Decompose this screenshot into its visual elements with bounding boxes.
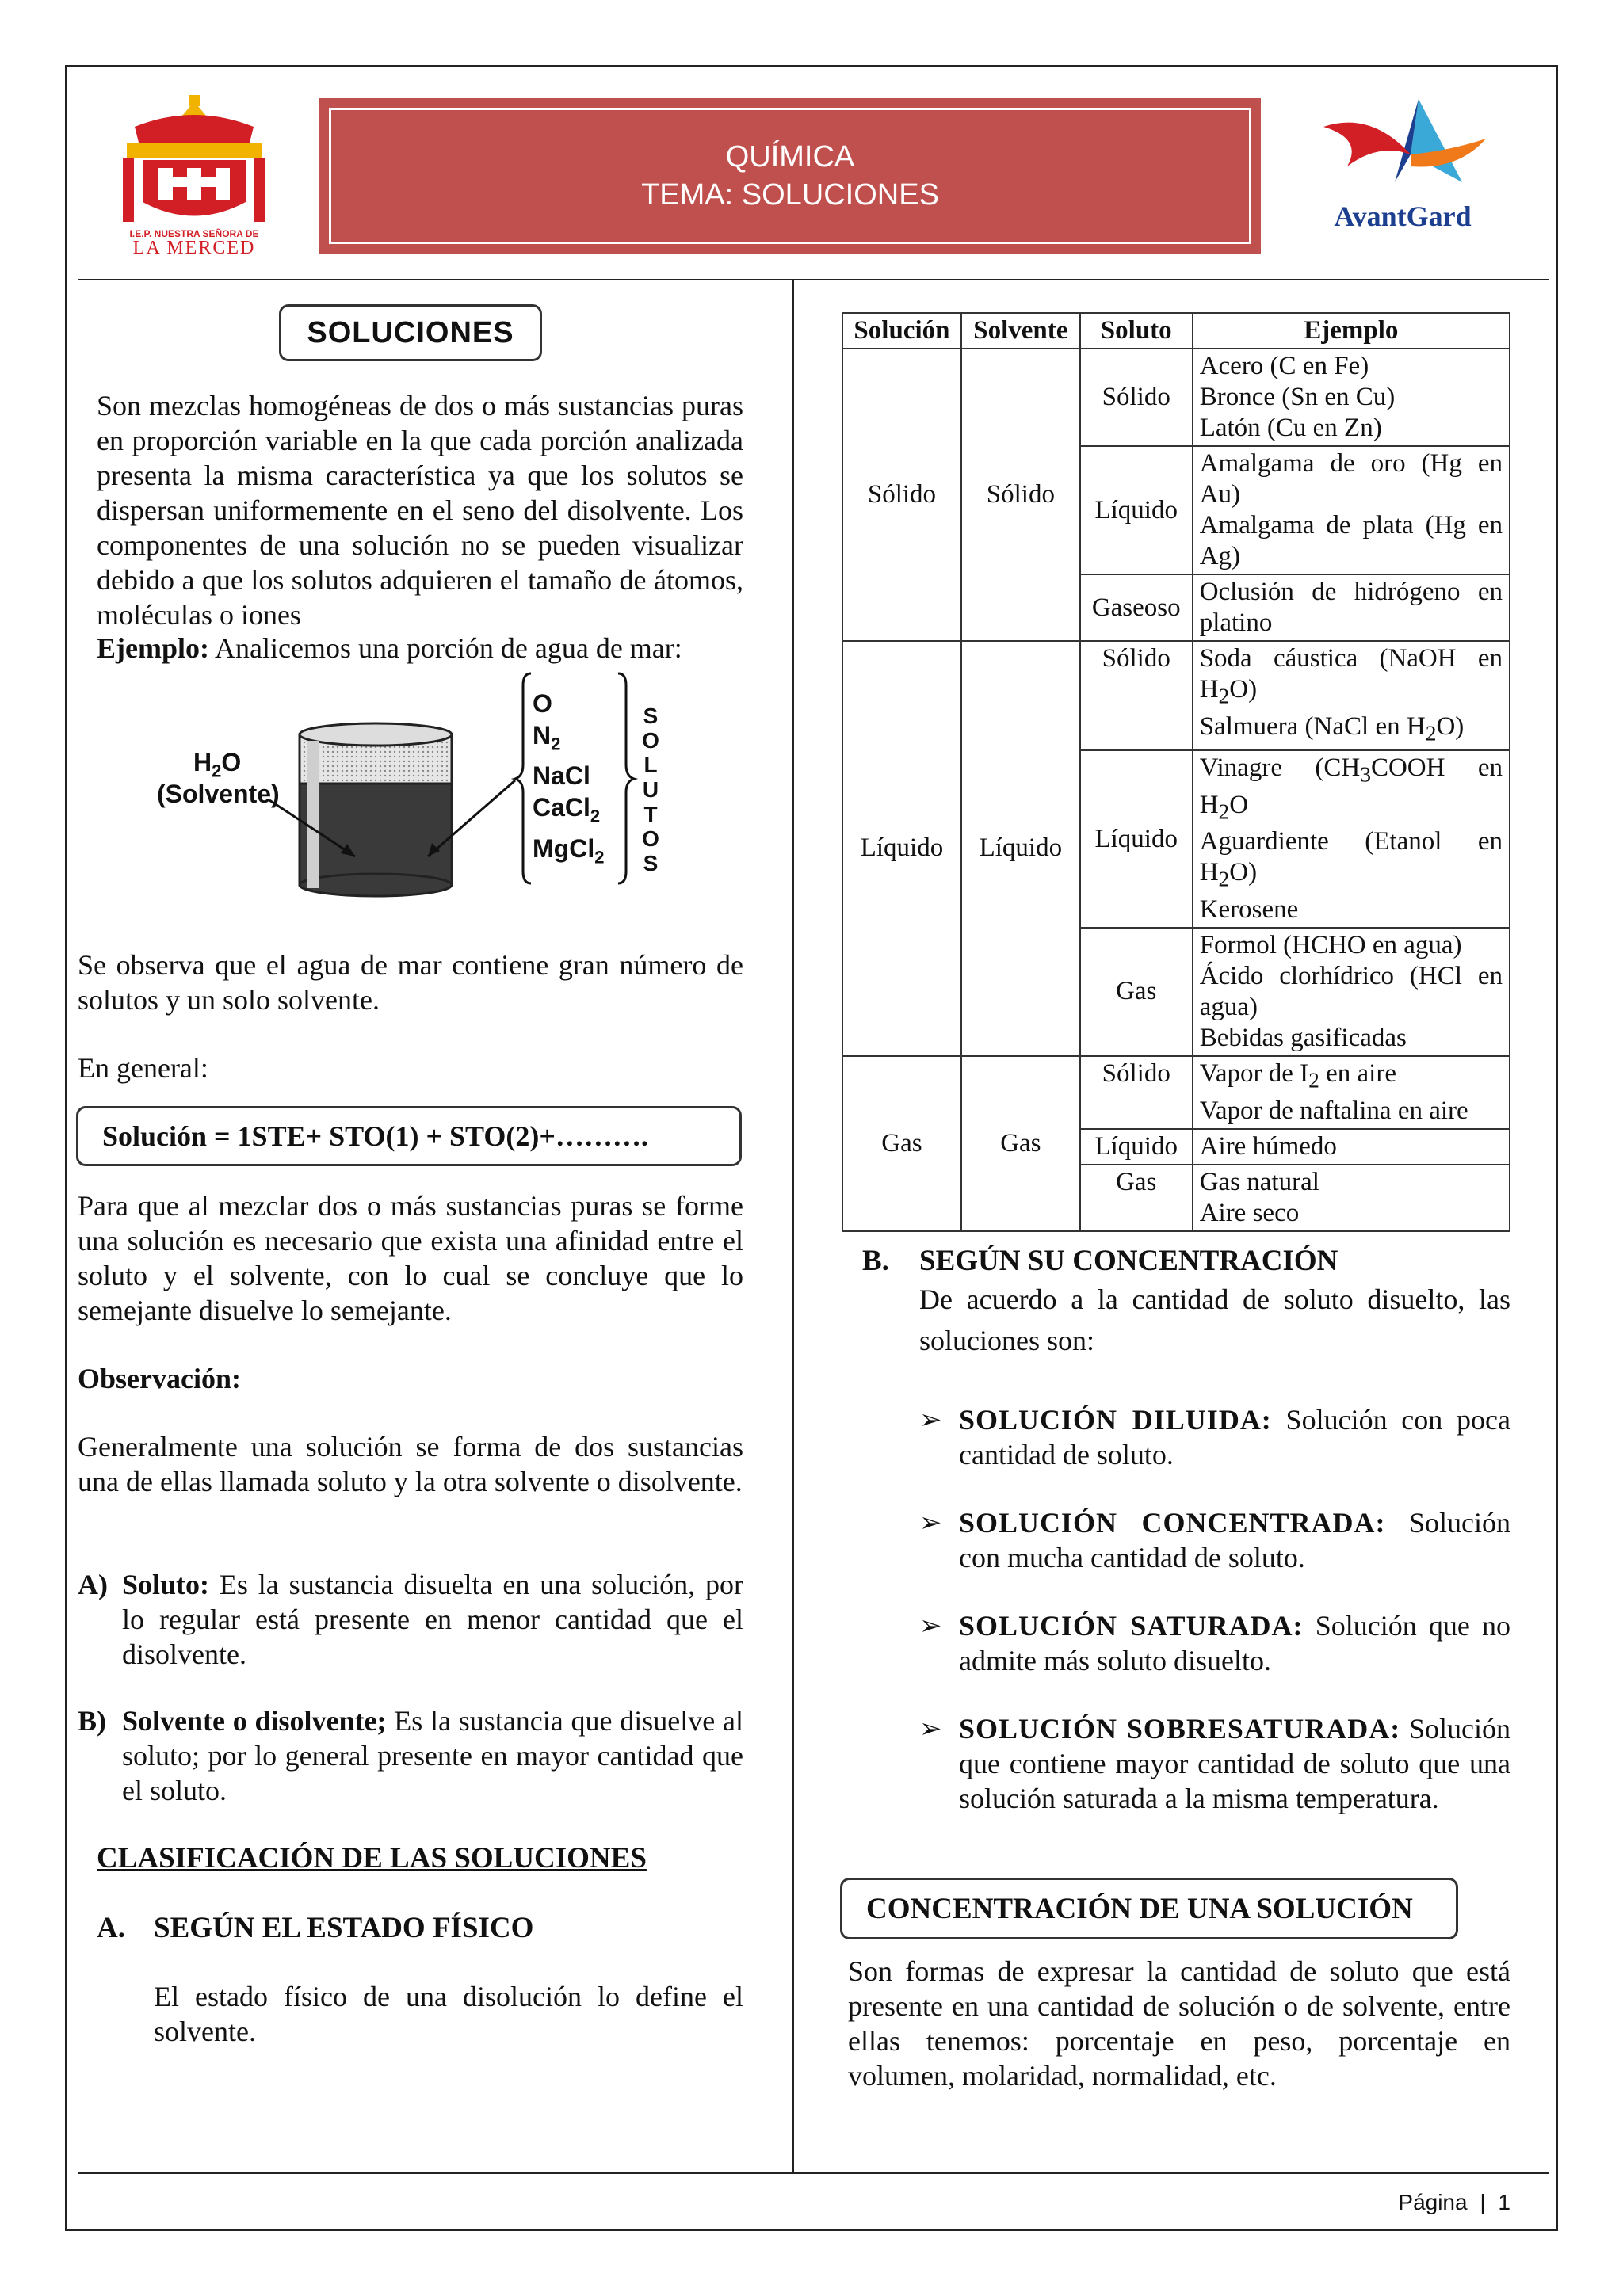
solvent-formula: $H_2O$ (193, 748, 242, 781)
item-b-marker: B) (78, 1705, 106, 1737)
sub-a-title: SEGÚN EL ESTADO FÍSICO (154, 1912, 534, 1944)
col-ejemplo: Ejemplo (1193, 313, 1510, 349)
soluto-solido-2: Sólido (1080, 641, 1193, 750)
solute-nacl: NaCl (533, 761, 590, 791)
concentration-title: CONCENTRACIÓN DE UNA SOLUCIÓN (866, 1892, 1413, 1925)
solute-o: O (533, 689, 552, 718)
ejemplo-solido-gaseoso: Oclusión de hidrógeno en platino (1193, 574, 1510, 641)
concentration-text: Son formas de expresar la cantidad de soluto que está presente en una cantidad de solución o de solvente, entre ellas tenemos: porcentaje en peso, porcentaje en volumen, molaridad, normalidad, etc. (848, 1955, 1510, 2092)
sub-b-title: SEGÚN SU CONCENTRACIÓN (919, 1245, 1338, 1277)
ejemplo-liquido-liquido: Vinagre ($CH_3COOH$ en $H_2O$ Aguardiente (Etanol en $H_2O$) Kerosene (1193, 750, 1510, 928)
ejemplo-liquido-gas: Formol (HCHO en agua) Ácido clorhídrico (HCl en agua) Bebidas gasificadas (1193, 928, 1510, 1056)
item-b-term: Solvente o disolvente; (122, 1705, 387, 1737)
topic-title: TEMA: SOLUCIONES (641, 178, 939, 212)
bullet-saturada: ➢ SOLUCIÓN SATURADA: Solución que no admite más soluto disuelto. (919, 1610, 1510, 1676)
header-rule (78, 279, 1549, 280)
solutes-list (533, 688, 604, 873)
item-a-text: Es la sustancia disuelta en una solución, por lo regular está presente en menor cantidad que el disolvente. (122, 1569, 743, 1670)
bullet-diluida: ➢ SOLUCIÓN DILUIDA: Solución con poca cantidad de soluto. (919, 1404, 1510, 1470)
example-label: Ejemplo: (97, 632, 209, 664)
sub-a-marker: A. (97, 1912, 125, 1944)
solvent-label: (Solvente) (157, 780, 280, 808)
item-a (78, 1567, 743, 1672)
soluto-gas-2: Gas (1080, 1165, 1193, 1231)
ejemplo-gas-solido: Vapor de $I_2$ en aire Vapor de naftalina en aire (1193, 1056, 1510, 1129)
observation-label: Observación: (78, 1363, 241, 1394)
solvente-gas: Gas (961, 1056, 1080, 1231)
page-number: 1 (1498, 2190, 1510, 2214)
page-separator: | (1480, 2190, 1486, 2214)
solution-formula: Solución = 1STE+ STO(1) + STO(2)+………. (102, 1120, 648, 1152)
soluto-solido-3: Sólido (1080, 1056, 1193, 1129)
solute-n2: $N_2$ (533, 721, 561, 754)
soluto-liquido-3: Líquido (1080, 1129, 1193, 1165)
soluto-gas: Gas (1080, 928, 1193, 1056)
solucion-liquido: Líquido (842, 641, 961, 1056)
classification-title: CLASIFICACIÓN DE LAS SOLUCIONES (97, 1842, 647, 1875)
brand-name: AvantGard (1334, 200, 1472, 232)
solucion-gas: Gas (842, 1056, 961, 1231)
arrow-bullet-icon: ➢ (919, 1404, 942, 1436)
ejemplo-gas-liquido: Aire húmedo (1193, 1129, 1510, 1165)
title-banner (319, 98, 1261, 254)
table-row (842, 1056, 1510, 1129)
affinity-paragraph: Para que al mezclar dos o más sustancias puras se forme una solución es necesario que exista una afinidad entre el soluto y el solvente, con lo cual se concluye que lo semejante disuelve lo semejante. (78, 1190, 743, 1326)
subject-title: QUÍMICA (725, 140, 855, 174)
solvente-solido: Sólido (961, 349, 1080, 641)
general-label: En general: (78, 1052, 208, 1084)
solute-cacl2: CaCl$_2$ (533, 793, 601, 826)
school-caption-2: LA MERCED (132, 238, 256, 258)
intro-paragraph: Son mezclas homogéneas de dos o más sustancias puras en proporción variable en la que cada porción analizada presenta la misma característica ya que los solutos se dispersan uniformemente en el seno del disolvente. Los componentes de una solución no se pueden visualizar debido a que los solutos adquieren el tamaño de átomos, moléculas o iones (97, 390, 743, 631)
solutes-vertical-label: SOLUTOS (642, 704, 659, 875)
sub-b-text: De acuerdo a la cantidad de soluto disuelto, las soluciones son: (919, 1283, 1510, 1356)
formula-box (76, 1106, 742, 1166)
page-label: Página (1398, 2190, 1468, 2214)
sub-b-marker: B. (862, 1245, 889, 1277)
col-solvente: Solvente (961, 313, 1080, 349)
soluto-gaseoso: Gaseoso (1080, 574, 1193, 641)
concentration-title-box (840, 1878, 1458, 1939)
ejemplo-solido-liquido: Amalgama de oro (Hg en Au) Amalgama de plata (Hg en Ag) (1193, 446, 1510, 574)
soluto-liquido-2: Líquido (1080, 750, 1193, 928)
generally-paragraph: Generalmente una solución se forma de dos sustancias una de ellas llamada soluto y la otra solvente o disolvente. (78, 1431, 743, 1497)
table-row (842, 349, 1510, 446)
soluto-liquido: Líquido (1080, 446, 1193, 574)
school-caption-1: I.E.P. NUESTRA SEÑORA DE (129, 228, 259, 239)
arrow-bullet-icon: ➢ (919, 1713, 942, 1745)
arrow-bullet-icon: ➢ (919, 1610, 942, 1642)
sub-a-text: El estado físico de una disolución lo define el solvente. (154, 1981, 743, 2047)
table-header-row (842, 313, 1510, 349)
item-b-text: Es la sustancia que disuelve al soluto; por lo general presente en mayor cantidad que el soluto. (122, 1705, 743, 1806)
item-a-term: Soluto: (122, 1569, 210, 1600)
section-title: SOLUCIONES (307, 315, 514, 349)
ejemplo-solido-solido: Acero (C en Fe) Bronce (Sn en Cu) Latón (Cu en Zn) (1193, 349, 1510, 446)
solute-mgcl2: MgCl$_2$ (533, 833, 605, 868)
solvente-liquido: Líquido (961, 641, 1080, 1056)
table-row (842, 641, 1510, 750)
solutions-table (842, 312, 1510, 1232)
ejemplo-gas-gas: Gas natural Aire seco (1193, 1165, 1510, 1231)
footer-rule (78, 2172, 1549, 2174)
col-soluto: Soluto (1080, 313, 1193, 349)
ejemplo-liquido-solido: Soda cáustica (NaOH en $H_2O$) Salmuera (NaCl en $H_2O$) (1193, 641, 1510, 750)
example-text: Analicemos una porción de agua de mar: (208, 632, 682, 664)
bullet-sobresaturada: ➢ SOLUCIÓN SOBRESATURADA: Solución que contiene mayor cantidad de soluto que una solución saturada a la misma temperatura. (919, 1713, 1510, 1814)
section-title-box (279, 304, 542, 361)
page-footer (1347, 2190, 1510, 2215)
bullet-concentrada: ➢ SOLUCIÓN CONCENTRADA: Solución con mucha cantidad de soluto. (919, 1507, 1510, 1573)
item-b (78, 1703, 743, 1808)
solucion-solido: Sólido (842, 349, 961, 641)
arrow-bullet-icon: ➢ (919, 1507, 942, 1539)
observe-paragraph: Se observa que el agua de mar contiene gran número de solutos y un solo solvente. (78, 949, 743, 1016)
column-divider (792, 279, 794, 2172)
soluto-solido: Sólido (1080, 349, 1193, 446)
item-a-marker: A) (78, 1569, 108, 1600)
col-solucion: Solución (842, 313, 961, 349)
example-line (97, 631, 743, 666)
